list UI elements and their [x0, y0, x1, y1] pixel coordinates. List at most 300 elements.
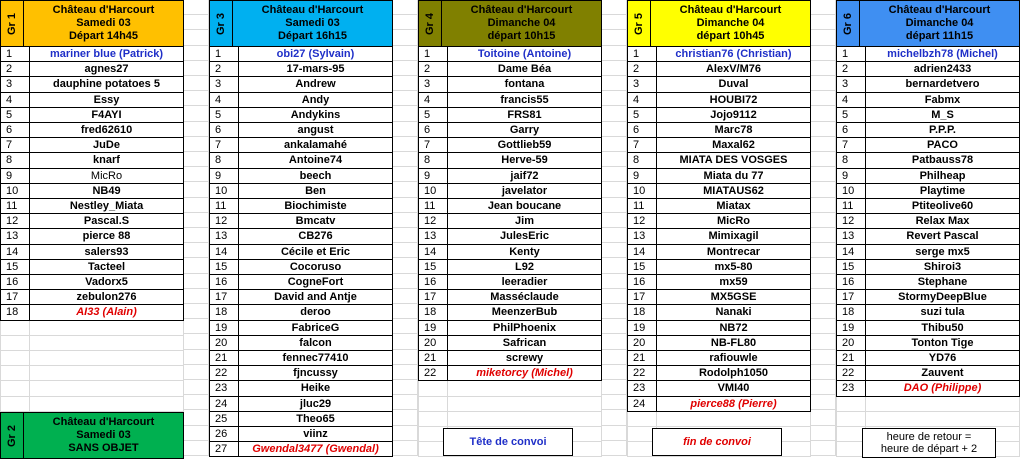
spacer-cell	[602, 137, 627, 152]
row-number: 8	[627, 153, 657, 168]
member-name: Philheap	[866, 169, 1020, 184]
row-number: 17	[209, 290, 239, 305]
spacer-cell	[393, 61, 418, 76]
row-number: 10	[836, 184, 866, 199]
group-header	[651, 0, 811, 47]
member-name: NB49	[30, 184, 184, 199]
spacer-cell	[811, 152, 836, 167]
spacer-cell	[602, 365, 627, 380]
member-name: fred62610	[30, 123, 184, 138]
group-header	[24, 0, 184, 47]
spacer-cell	[393, 380, 418, 395]
row-number: 2	[209, 62, 239, 77]
row-number: 19	[209, 321, 239, 336]
member-name: Dame Béa	[448, 62, 602, 77]
member-name: Miata du 77	[657, 169, 811, 184]
row-number: 6	[0, 123, 30, 138]
row-number: 17	[418, 290, 448, 305]
spacer-cell	[602, 395, 627, 410]
row-number: 13	[627, 229, 657, 244]
spacer-cell	[811, 350, 836, 365]
empty-cell	[30, 351, 184, 366]
empty-cell	[448, 397, 602, 412]
spacer-cell	[184, 91, 209, 106]
spacer-cell	[602, 91, 627, 106]
member-name: rafiouwle	[657, 351, 811, 366]
spacer-cell	[393, 76, 418, 91]
row-number: 23	[627, 381, 657, 396]
empty-cell	[448, 412, 602, 427]
member-name: Playtime	[866, 184, 1020, 199]
member-name: michelbzh78 (Michel)	[866, 47, 1020, 62]
row-number: 20	[627, 336, 657, 351]
row-number: 3	[418, 77, 448, 92]
row-number: 4	[209, 93, 239, 108]
spacer-cell	[393, 167, 418, 182]
member-name: Ptiteolive60	[866, 199, 1020, 214]
spacer-cell	[602, 228, 627, 243]
member-name: David and Antje	[239, 290, 393, 305]
row-number: 22	[627, 366, 657, 381]
member-name: javelator	[448, 184, 602, 199]
member-name: Nanaki	[657, 305, 811, 320]
member-name: Theo65	[239, 412, 393, 427]
spacer-cell	[393, 274, 418, 289]
legend-note	[862, 428, 996, 458]
member-name: Essy	[30, 93, 184, 108]
member-name: Biochimiste	[239, 199, 393, 214]
group-header-line-3: départ 11h15	[905, 30, 974, 42]
member-name: angust	[239, 123, 393, 138]
row-number	[0, 397, 30, 412]
spacer-cell	[393, 30, 418, 45]
spacer-cell	[184, 274, 209, 289]
row-number: 16	[418, 275, 448, 290]
spacer-cell	[393, 304, 418, 319]
spacer-cell	[602, 182, 627, 197]
row-number: 23	[836, 381, 866, 396]
spacer-cell	[393, 15, 418, 30]
spacer-cell	[602, 30, 627, 45]
member-name: AlexV/M76	[657, 62, 811, 77]
spacer-cell	[393, 46, 418, 61]
row-number: 12	[418, 214, 448, 229]
member-name: Safrican	[448, 336, 602, 351]
row-number: 5	[627, 108, 657, 123]
member-name: pierce88 (Pierre)	[657, 397, 811, 412]
row-number: 12	[0, 214, 30, 229]
group-header-line-3: départ 10h45	[696, 30, 765, 42]
group-tag	[0, 0, 24, 47]
member-name: VMI40	[657, 381, 811, 396]
member-name: fjncussy	[239, 366, 393, 381]
member-name: Thibu50	[866, 321, 1020, 336]
spacer-cell	[811, 228, 836, 243]
legend-note-line-2: heure de départ + 2	[880, 443, 978, 455]
row-number: 5	[209, 108, 239, 123]
spacer-cell	[811, 304, 836, 319]
spacer-cell	[393, 198, 418, 213]
member-name: serge mx5	[866, 245, 1020, 260]
row-number: 21	[627, 351, 657, 366]
member-name: Andy	[239, 93, 393, 108]
row-number: 17	[627, 290, 657, 305]
spacer-cell	[184, 167, 209, 182]
row-number: 10	[209, 184, 239, 199]
group-tag	[627, 0, 651, 47]
spacer-cell	[811, 122, 836, 137]
row-number: 7	[418, 138, 448, 153]
spacer-cell	[811, 30, 836, 45]
spacer-cell	[811, 274, 836, 289]
spacer-cell	[184, 15, 209, 30]
member-name: FabriceG	[239, 321, 393, 336]
member-name: MicRo	[657, 214, 811, 229]
member-name: christian76 (Christian)	[657, 47, 811, 62]
spacer-cell	[602, 441, 627, 456]
group2-header-line-2: Samedi 03	[76, 429, 131, 441]
member-name: Jojo9112	[657, 108, 811, 123]
row-number: 11	[627, 199, 657, 214]
row-number: 7	[836, 138, 866, 153]
spacer-cell	[811, 182, 836, 197]
spacer-cell	[602, 122, 627, 137]
member-name: PACO	[866, 138, 1020, 153]
spacer-cell	[393, 0, 418, 15]
spacer-cell	[393, 122, 418, 137]
row-number: 11	[209, 199, 239, 214]
spacer-cell	[393, 319, 418, 334]
spacer-cell	[393, 182, 418, 197]
member-name: Stephane	[866, 275, 1020, 290]
spacer-cell	[184, 304, 209, 319]
row-number: 2	[627, 62, 657, 77]
spacer-cell	[811, 167, 836, 182]
row-number	[0, 321, 30, 336]
group-header-line-1: Château d'Harcourt	[470, 4, 573, 16]
row-number: 8	[418, 153, 448, 168]
row-number: 14	[627, 245, 657, 260]
legend-tail	[652, 428, 782, 456]
row-number	[418, 397, 448, 412]
row-number: 25	[209, 412, 239, 427]
spacer-cell	[184, 198, 209, 213]
row-number: 15	[418, 260, 448, 275]
row-number: 9	[836, 169, 866, 184]
row-number: 14	[836, 245, 866, 260]
member-name: jaif72	[448, 169, 602, 184]
row-number: 15	[627, 260, 657, 275]
member-name: DAO (Philippe)	[866, 381, 1020, 396]
spacer-cell	[811, 15, 836, 30]
row-number: 21	[418, 351, 448, 366]
member-name: AI33 (Alain)	[30, 305, 184, 320]
row-number: 13	[418, 229, 448, 244]
row-number: 19	[836, 321, 866, 336]
member-name: jluc29	[239, 397, 393, 412]
spacer-cell	[393, 441, 418, 456]
member-name: Andykins	[239, 108, 393, 123]
spacer-cell	[811, 213, 836, 228]
member-name: PhilPhoenix	[448, 321, 602, 336]
row-number: 7	[627, 138, 657, 153]
row-number: 9	[209, 169, 239, 184]
row-number: 14	[418, 245, 448, 260]
row-number: 9	[0, 169, 30, 184]
member-name: Jim	[448, 214, 602, 229]
member-name: CB276	[239, 229, 393, 244]
empty-cell	[30, 321, 184, 336]
group-tag-label: Gr 5	[633, 12, 646, 35]
group-header-line-2: Samedi 03	[285, 17, 340, 29]
member-name: MicRo	[30, 169, 184, 184]
member-name: MIATA DES VOSGES	[657, 153, 811, 168]
spacer-cell	[602, 198, 627, 213]
row-number: 21	[836, 351, 866, 366]
row-number: 11	[836, 199, 866, 214]
spacer-cell	[602, 15, 627, 30]
member-name: Pascal.S	[30, 214, 184, 229]
spacer-cell	[602, 426, 627, 441]
spacer-cell	[602, 380, 627, 395]
spacer-cell	[602, 213, 627, 228]
row-number: 1	[0, 47, 30, 62]
group-header-line-1: Château d'Harcourt	[52, 4, 155, 16]
member-name: Vadorx5	[30, 275, 184, 290]
spacer-cell	[393, 258, 418, 273]
row-number: 16	[0, 275, 30, 290]
empty-cell	[448, 381, 602, 396]
spacer-cell	[184, 441, 209, 456]
row-number: 20	[836, 336, 866, 351]
member-name: Tonton Tige	[866, 336, 1020, 351]
member-name: Tacteel	[30, 260, 184, 275]
empty-cell	[866, 397, 1020, 412]
row-number: 18	[209, 305, 239, 320]
row-number: 3	[627, 77, 657, 92]
member-name: knarf	[30, 153, 184, 168]
member-name: P.P.P.	[866, 123, 1020, 138]
member-name: Marc78	[657, 123, 811, 138]
row-number: 13	[836, 229, 866, 244]
spacer-cell	[393, 106, 418, 121]
member-name: Antoine74	[239, 153, 393, 168]
spacer-cell	[393, 91, 418, 106]
row-number	[0, 336, 30, 351]
member-name: Kenty	[448, 245, 602, 260]
row-number: 18	[836, 305, 866, 320]
member-name: pierce 88	[30, 229, 184, 244]
member-name: Montrecar	[657, 245, 811, 260]
row-number: 5	[836, 108, 866, 123]
row-number: 16	[836, 275, 866, 290]
member-name: CogneFort	[239, 275, 393, 290]
spacer-cell	[811, 426, 836, 441]
spacer-cell	[184, 380, 209, 395]
row-number: 11	[418, 199, 448, 214]
member-name: Jean boucane	[448, 199, 602, 214]
member-name: NB72	[657, 321, 811, 336]
spacer-cell	[811, 258, 836, 273]
spacer-cell	[602, 350, 627, 365]
row-number: 10	[0, 184, 30, 199]
group-header	[233, 0, 393, 47]
group-tag	[418, 0, 442, 47]
spacer-cell	[602, 243, 627, 258]
spacer-cell	[393, 213, 418, 228]
spacer-cell	[811, 410, 836, 425]
row-number: 9	[418, 169, 448, 184]
member-name: 17-mars-95	[239, 62, 393, 77]
row-number: 2	[836, 62, 866, 77]
spacer-cell	[393, 289, 418, 304]
spacer-cell	[811, 395, 836, 410]
member-name: Gottlieb59	[448, 138, 602, 153]
row-number: 13	[0, 229, 30, 244]
row-number: 10	[418, 184, 448, 199]
row-number: 22	[418, 366, 448, 381]
member-name: zebulon276	[30, 290, 184, 305]
empty-cell	[30, 397, 184, 412]
row-number	[0, 351, 30, 366]
legend-note-line-1: heure de retour =	[886, 431, 972, 443]
spacer-cell	[184, 243, 209, 258]
spacer-cell	[184, 395, 209, 410]
row-number: 15	[0, 260, 30, 275]
spacer-cell	[811, 319, 836, 334]
member-name: JuDe	[30, 138, 184, 153]
spacer-cell	[811, 106, 836, 121]
spacer-cell	[811, 289, 836, 304]
row-number	[0, 381, 30, 396]
row-number: 16	[627, 275, 657, 290]
spacer-cell	[184, 350, 209, 365]
row-number: 22	[836, 366, 866, 381]
member-name: leeradier	[448, 275, 602, 290]
row-number: 7	[209, 138, 239, 153]
spacer-cell	[602, 258, 627, 273]
member-name: Duval	[657, 77, 811, 92]
group-header-line-2: Samedi 03	[76, 17, 131, 29]
group2-tag-label: Gr 2	[6, 424, 19, 447]
spacer-cell	[811, 137, 836, 152]
spacer-cell	[602, 289, 627, 304]
spacer-cell	[602, 334, 627, 349]
spacer-cell	[184, 182, 209, 197]
member-name: obi27 (Sylvain)	[239, 47, 393, 62]
row-number: 23	[209, 381, 239, 396]
member-name: Ben	[239, 184, 393, 199]
member-name: miketorcy (Michel)	[448, 366, 602, 381]
member-name: Rodolph1050	[657, 366, 811, 381]
member-name: Fabmx	[866, 93, 1020, 108]
spacer-cell	[184, 410, 209, 425]
row-number: 5	[418, 108, 448, 123]
row-number	[836, 412, 866, 427]
spacer-cell	[811, 46, 836, 61]
spacer-cell	[602, 319, 627, 334]
member-name: mx59	[657, 275, 811, 290]
spacer-cell	[184, 152, 209, 167]
row-number: 7	[0, 138, 30, 153]
row-number: 3	[209, 77, 239, 92]
member-name: falcon	[239, 336, 393, 351]
row-number: 18	[627, 305, 657, 320]
row-number	[836, 397, 866, 412]
member-name: MeenzerBub	[448, 305, 602, 320]
row-number: 27	[209, 442, 239, 457]
spacer-cell	[811, 0, 836, 15]
group2-header	[24, 412, 184, 459]
spacer-cell	[811, 61, 836, 76]
empty-cell	[30, 381, 184, 396]
spacer-cell	[184, 319, 209, 334]
spacer-cell	[184, 61, 209, 76]
row-number: 24	[209, 397, 239, 412]
row-number	[627, 412, 657, 427]
member-name: deroo	[239, 305, 393, 320]
empty-cell	[30, 366, 184, 381]
member-name: ankalamahé	[239, 138, 393, 153]
row-number: 24	[627, 397, 657, 412]
member-name: Herve-59	[448, 153, 602, 168]
member-name: Heike	[239, 381, 393, 396]
row-number: 8	[209, 153, 239, 168]
spacer-cell	[184, 228, 209, 243]
member-name: Patbauss78	[866, 153, 1020, 168]
group-header-line-2: Dimanche 04	[696, 17, 765, 29]
member-name: Masséclaude	[448, 290, 602, 305]
spacer-cell	[184, 426, 209, 441]
row-number: 19	[418, 321, 448, 336]
member-name: M_S	[866, 108, 1020, 123]
member-name: Shiroi3	[866, 260, 1020, 275]
row-number: 2	[418, 62, 448, 77]
empty-cell	[657, 412, 811, 427]
spacer-cell	[184, 106, 209, 121]
row-number: 14	[209, 245, 239, 260]
spacer-cell	[184, 213, 209, 228]
member-name: StormyDeepBlue	[866, 290, 1020, 305]
row-number: 12	[836, 214, 866, 229]
row-number: 3	[0, 77, 30, 92]
spacer-cell	[811, 91, 836, 106]
group-header-line-1: Château d'Harcourt	[888, 4, 991, 16]
spacer-cell	[184, 76, 209, 91]
spacer-cell	[811, 380, 836, 395]
member-name: Mimixagil	[657, 229, 811, 244]
row-number: 8	[836, 153, 866, 168]
member-name: fennec77410	[239, 351, 393, 366]
member-name: agnes27	[30, 62, 184, 77]
row-number: 18	[418, 305, 448, 320]
group-tag-label: Gr 6	[842, 12, 855, 35]
row-number: 15	[836, 260, 866, 275]
spacer-cell	[811, 198, 836, 213]
spacer-cell	[393, 350, 418, 365]
row-number: 19	[627, 321, 657, 336]
spacer-cell	[184, 365, 209, 380]
spacer-cell	[184, 46, 209, 61]
row-number: 12	[627, 214, 657, 229]
row-number: 17	[836, 290, 866, 305]
row-number: 8	[0, 153, 30, 168]
row-number: 2	[0, 62, 30, 77]
spacer-cell	[184, 122, 209, 137]
group-header-line-3: Départ 16h15	[277, 30, 348, 42]
empty-cell	[866, 412, 1020, 427]
spacer-cell	[184, 289, 209, 304]
